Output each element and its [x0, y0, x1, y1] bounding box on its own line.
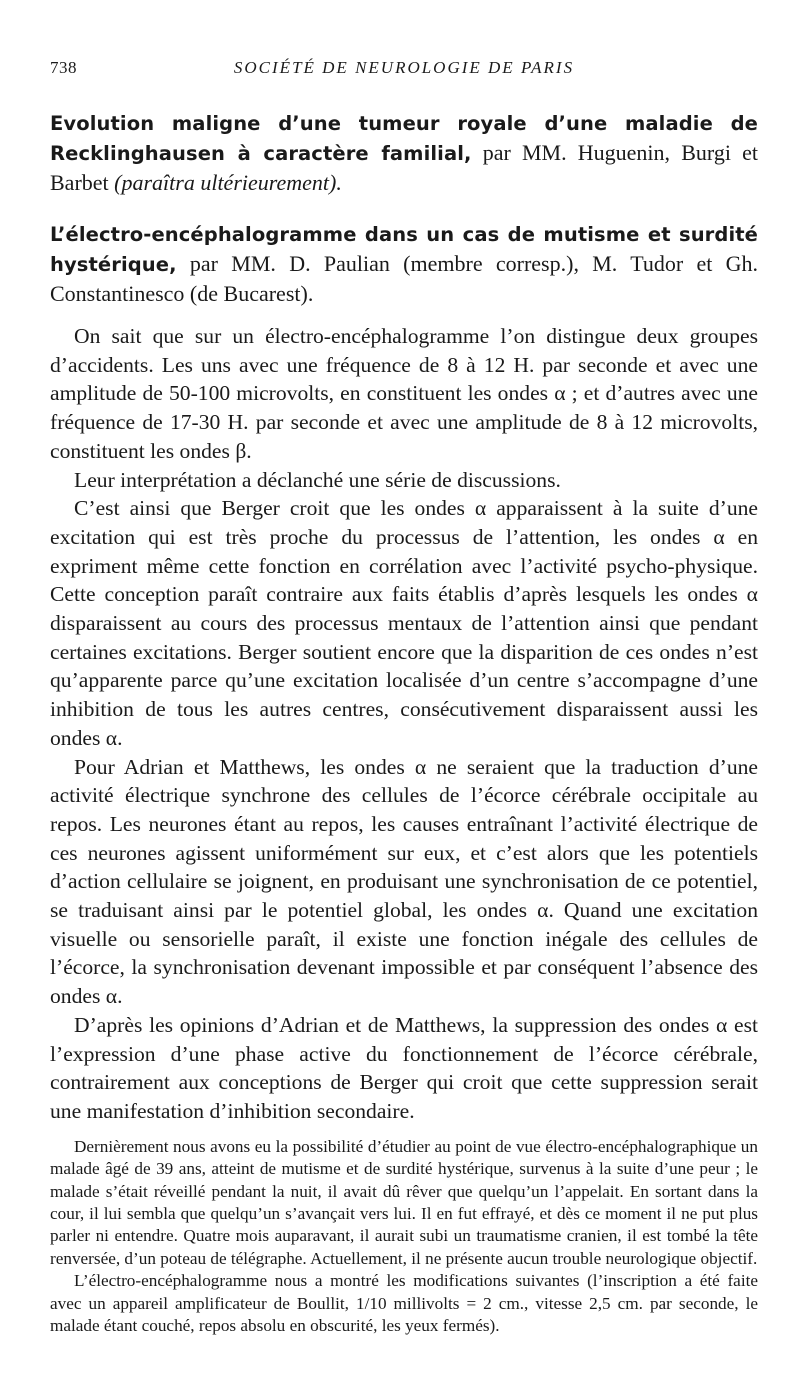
case-paragraph: Dernièrement nous avons eu la possibilité d’étudier au point de vue électro-encéphalographique un malade âgé de 39 ans, atteint de mutisme et de surdité hystérique, survenus à la suite d’une peur ; le malade s’était réveillé pendant la nuit, il avait dû rêver que quelqu’un l’appelait. En sortant dans la cour, il lui sembla que quelqu’un s’avançait vers lui. Il en fut effrayé, et dès ce moment il ne put plus parler ni entendre. Quatre mois auparavant, il aurait subi un traumatisme cranien, il est tombé la tête renversée, d’un poteau de télégraphe. Actuellement, il ne présente aucun trouble neurologique objectif. [50, 1136, 758, 1268]
body-paragraph: Pour Adrian et Matthews, les ondes α ne seraient que la traduction d’une activité électrique synchrone des cellules de l’écorce cérébrale occipitale au repos. Les neurones étant au repos, les causes entraînant l’activité électrique de ces neurones agissent uniformément sur eux, et c’est alors que les potentiels d’action cellulaire se joignent, en produisant une synchronisation de ce potentiel, se traduisant ainsi par le potentiel global, les ondes α. Quand une excitation visuelle ou sensorielle paraît, il existe une fonction inégale des cellules de l’écorce, la synchronisation devenant impossible et par conséquent l’absence des ondes α. [50, 754, 758, 1009]
communication-entry [50, 108, 758, 197]
communication-title: Evolution maligne d’une tumeur royale d’une maladie de Recklinghausen à caractère familial, [50, 112, 758, 165]
communication-entry [50, 219, 758, 308]
body-paragraph: D’après les opinions d’Adrian et de Matthews, la suppression des ondes α est l’expression d’une phase active du fonctionnement de l’écorce cérébrale, contrairement aux conceptions de Berger qui croit que cette suppression serait une manifestation d’inhibition secondaire. [50, 1012, 758, 1123]
page [50, 58, 758, 1337]
communication-title: L’électro-encéphalogramme dans un cas de mutisme et surdité hystérique, [50, 223, 758, 276]
journal-title: SOCIÉTÉ DE NEUROLOGIE DE PARIS [233, 58, 575, 77]
authors: Huguenin, Burgi et Barbet [50, 140, 759, 195]
page-number: 738 [50, 58, 77, 77]
authors: D. Paulian (membre corresp.), M. Tudor et Gh. Constantinesco (de Bucarest). [50, 251, 759, 306]
body-paragraph: On sait que sur un électro-encéphalogramme l’on distingue deux groupes d’accidents. Les uns avec une fréquence de 8 à 12 H. par seconde et avec une amplitude de 50-100 microvolts, en constituent les ondes α ; et d’autres avec une fréquence de 17-30 H. par seconde et avec une amplitude de 8 à 12 microvolts, constituent les ondes β. [50, 324, 758, 463]
article-body [50, 322, 758, 1126]
case-paragraph: L’électro-encéphalogramme nous a montré les modifications suivantes (l’inscription a été faite avec un appareil amplificateur de Boullit, 1/10 millivolts = 2 cm., vitesse 2,5 cm. par seconde, le malade étant couché, repos absolu en obscurité, les yeux fermés). [50, 1271, 758, 1335]
authors-prefix: par MM. [482, 140, 567, 165]
authors-prefix: par MM. [189, 251, 276, 276]
running-head [50, 58, 758, 88]
case-report [50, 1136, 758, 1338]
body-paragraph: Leur interprétation a déclanché une série de discussions. [74, 467, 561, 492]
publication-note: (paraîtra ultérieurement). [114, 170, 342, 195]
body-paragraph: C’est ainsi que Berger croit que les ondes α apparaissent à la suite d’une excitation qui est très proche du processus de l’attention, les ondes α en expriment même cette fonction en corrélation avec l’activité psycho-physique. Cette conception paraît contraire aux faits établis d’après lesquels les ondes α disparaissent au cours des processus mentaux de l’attention ainsi que pendant certaines excitations. Berger soutient encore que la disparition de ces ondes n’est qu’apparente parce qu’une excitation localisée d’un centre s’accompagne d’une inhibition de tous les autres centres, consécutivement disparaissent aussi les ondes α. [50, 496, 758, 750]
